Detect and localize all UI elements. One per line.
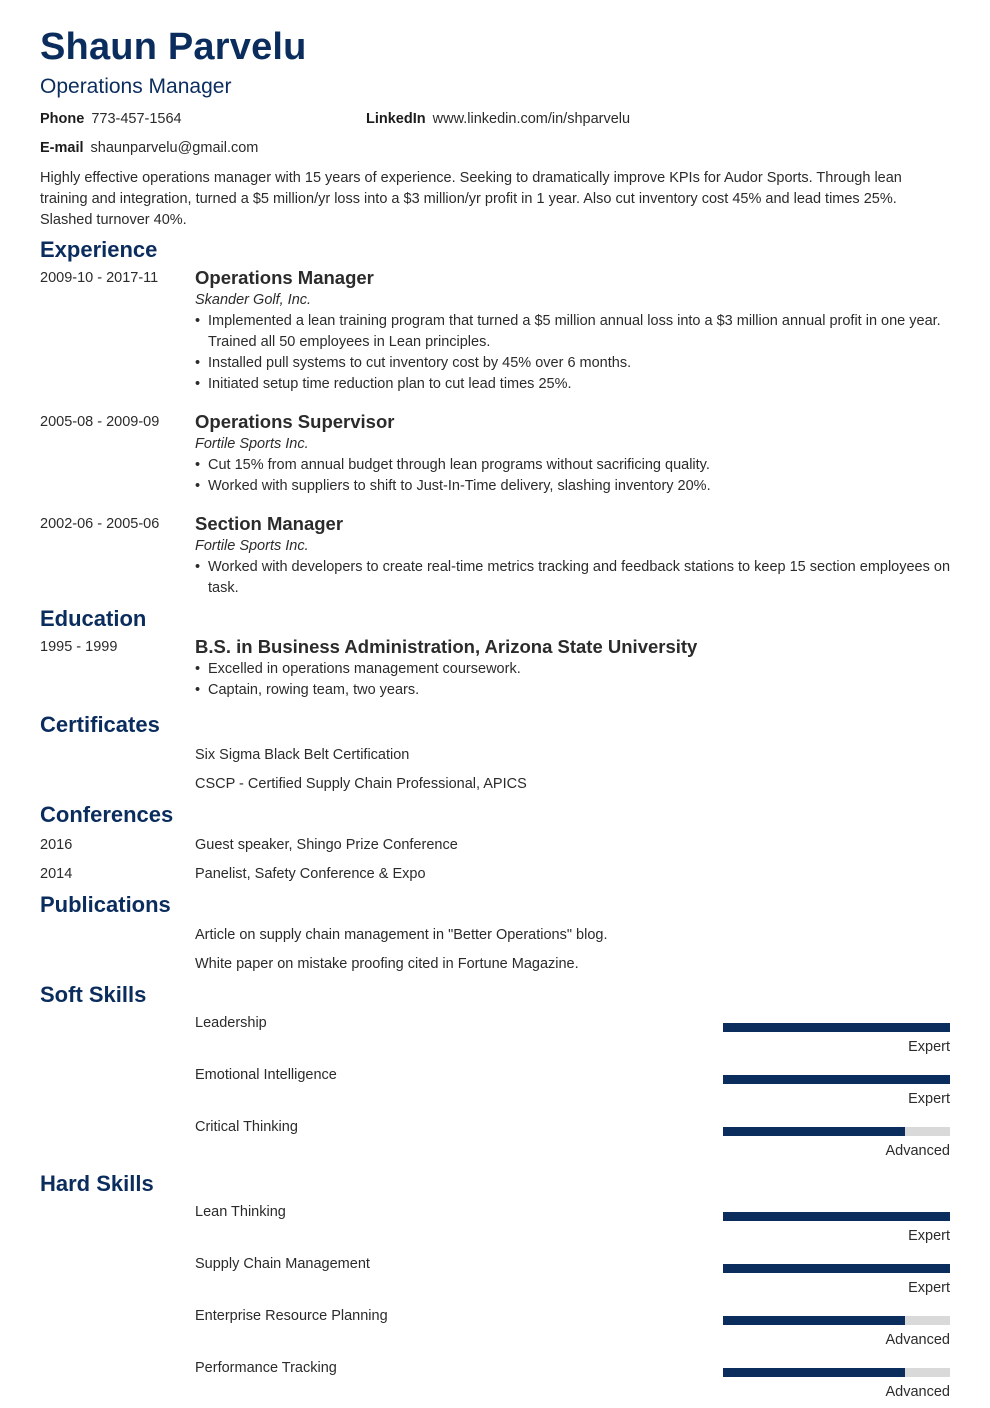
skill-level-bar — [723, 1316, 950, 1325]
job-role: Operations Supervisor — [195, 411, 395, 432]
skill-name: Supply Chain Management — [195, 1256, 370, 1272]
job-dates: 2002-06 - 2005-06 — [40, 516, 160, 532]
experience-heading: Experience — [40, 237, 158, 262]
job-bullet: • Implemented a lean training program that turned a $5 million annual loss into a $3 million annual profit in one year. Trained all 50 employees in Lean principles. — [195, 311, 953, 353]
skill-level-label: Expert — [908, 1228, 950, 1244]
skill-level-bar — [723, 1264, 950, 1273]
education-bullets — [195, 659, 950, 701]
education-bullet: • Excelled in operations management coursework. — [195, 659, 953, 680]
conference-year: 2016 — [40, 837, 73, 853]
skill-row — [40, 1304, 950, 1356]
job-bullet: • Cut 15% from annual budget through lean programs without sacrificing quality. — [195, 455, 953, 476]
skill-level-fill — [723, 1212, 950, 1221]
conference-year: 2014 — [40, 866, 73, 882]
skill-level-label: Expert — [908, 1280, 950, 1296]
skill-level-bar — [723, 1075, 950, 1084]
skill-row — [40, 1252, 950, 1304]
phone-value: 773-457-1564 — [91, 111, 182, 127]
job-bullet: • Worked with developers to create real-time metrics tracking and feedback stations to keep 15 section employees on task. — [195, 557, 953, 599]
job-company: Fortile Sports Inc. — [195, 538, 309, 554]
publications-heading: Publications — [40, 892, 171, 917]
skill-name: Critical Thinking — [195, 1119, 298, 1135]
skill-level-fill — [723, 1368, 905, 1377]
contact-block — [40, 109, 950, 167]
education-degree: B.S. in Business Administration, Arizona State University — [195, 636, 698, 657]
skill-name: Emotional Intelligence — [195, 1067, 337, 1083]
soft-skills-list — [40, 1011, 950, 1167]
conference-text: Guest speaker, Shingo Prize Conference — [195, 837, 458, 853]
skill-name: Lean Thinking — [195, 1204, 286, 1220]
job-bullet: • Installed pull systems to cut inventory cost by 45% over 6 months. — [195, 353, 953, 374]
publication-text: White paper on mistake proofing cited in Fortune Magazine. — [195, 956, 579, 972]
skill-row — [40, 1115, 950, 1167]
certificate-text: CSCP - Certified Supply Chain Professional, APICS — [195, 776, 527, 792]
skill-row — [40, 1011, 950, 1063]
conferences-heading: Conferences — [40, 802, 174, 827]
skill-row — [40, 1356, 950, 1408]
skill-level-fill — [723, 1264, 950, 1273]
education-entry — [40, 635, 950, 701]
profile-summary: Highly effective operations manager with 15 years of experience. Seeking to dramatically improve KPIs for Audor Sports. Through lean training and integration, turned a $5 million/yr loss into a $3 million/yr profit in 1 year. Also cut inventory cost 45% and lead times 25%. Slashed turnover 40%. — [40, 170, 902, 228]
publication-item — [40, 950, 950, 979]
certificate-item — [40, 741, 950, 770]
job-entry — [40, 410, 950, 497]
conference-item — [40, 860, 950, 889]
skill-level-fill — [723, 1075, 950, 1084]
job-role: Section Manager — [195, 513, 344, 534]
job-bullet: • Worked with suppliers to shift to Just-In-Time delivery, slashing inventory 20%. — [195, 476, 953, 497]
soft-skills-heading: Soft Skills — [40, 982, 147, 1007]
skill-row — [40, 1200, 950, 1252]
skill-level-label: Expert — [908, 1039, 950, 1055]
contact-linkedin — [366, 109, 630, 129]
skill-level-bar — [723, 1368, 950, 1377]
skill-name: Enterprise Resource Planning — [195, 1308, 388, 1324]
job-dates: 2009-10 - 2017-11 — [40, 270, 159, 286]
linkedin-link[interactable]: www.linkedin.com/in/shparvelu — [432, 111, 631, 127]
skill-name: Performance Tracking — [195, 1360, 337, 1376]
candidate-name: Shaun Parvelu — [40, 26, 307, 68]
job-role: Operations Manager — [195, 267, 374, 288]
hard-skills-heading: Hard Skills — [40, 1171, 154, 1196]
email-link[interactable]: shaunparvelu@gmail.com — [90, 140, 259, 156]
email-label: E-mail — [40, 140, 84, 156]
skill-level-bar — [723, 1212, 950, 1221]
skill-name: Leadership — [195, 1015, 267, 1031]
certificates-heading: Certificates — [40, 712, 160, 737]
skill-level-fill — [723, 1127, 905, 1136]
job-bullets — [195, 557, 950, 599]
publication-item — [40, 921, 950, 950]
skill-level-fill — [723, 1023, 950, 1032]
hard-skills-list — [40, 1200, 950, 1408]
conference-text: Panelist, Safety Conference & Expo — [195, 866, 426, 882]
contact-phone — [40, 109, 182, 129]
skill-level-bar — [723, 1127, 950, 1136]
job-company: Skander Golf, Inc. — [195, 292, 312, 308]
job-entry — [40, 266, 950, 395]
skill-level-label: Advanced — [885, 1332, 950, 1348]
contact-email — [40, 138, 258, 158]
education-bullet: • Captain, rowing team, two years. — [195, 680, 953, 701]
job-company: Fortile Sports Inc. — [195, 436, 309, 452]
certificate-text: Six Sigma Black Belt Certification — [195, 747, 410, 763]
education-heading: Education — [40, 606, 147, 631]
candidate-title: Operations Manager — [40, 75, 232, 98]
skill-level-bar — [723, 1023, 950, 1032]
job-bullet: • Initiated setup time reduction plan to cut lead times 25%. — [195, 374, 953, 395]
certificate-item — [40, 770, 950, 799]
job-dates: 2005-08 - 2009-09 — [40, 414, 160, 430]
publication-text: Article on supply chain management in "Better Operations" blog. — [195, 927, 608, 943]
skill-level-label: Expert — [908, 1091, 950, 1107]
job-bullets — [195, 311, 950, 395]
conference-item — [40, 831, 950, 860]
phone-label: Phone — [40, 111, 85, 127]
education-dates: 1995 - 1999 — [40, 639, 118, 655]
skill-level-label: Advanced — [885, 1143, 950, 1159]
skill-level-label: Advanced — [885, 1384, 950, 1400]
job-entry — [40, 512, 950, 599]
linkedin-label: LinkedIn — [366, 111, 426, 127]
job-bullets — [195, 455, 950, 497]
skill-row — [40, 1063, 950, 1115]
skill-level-fill — [723, 1316, 905, 1325]
